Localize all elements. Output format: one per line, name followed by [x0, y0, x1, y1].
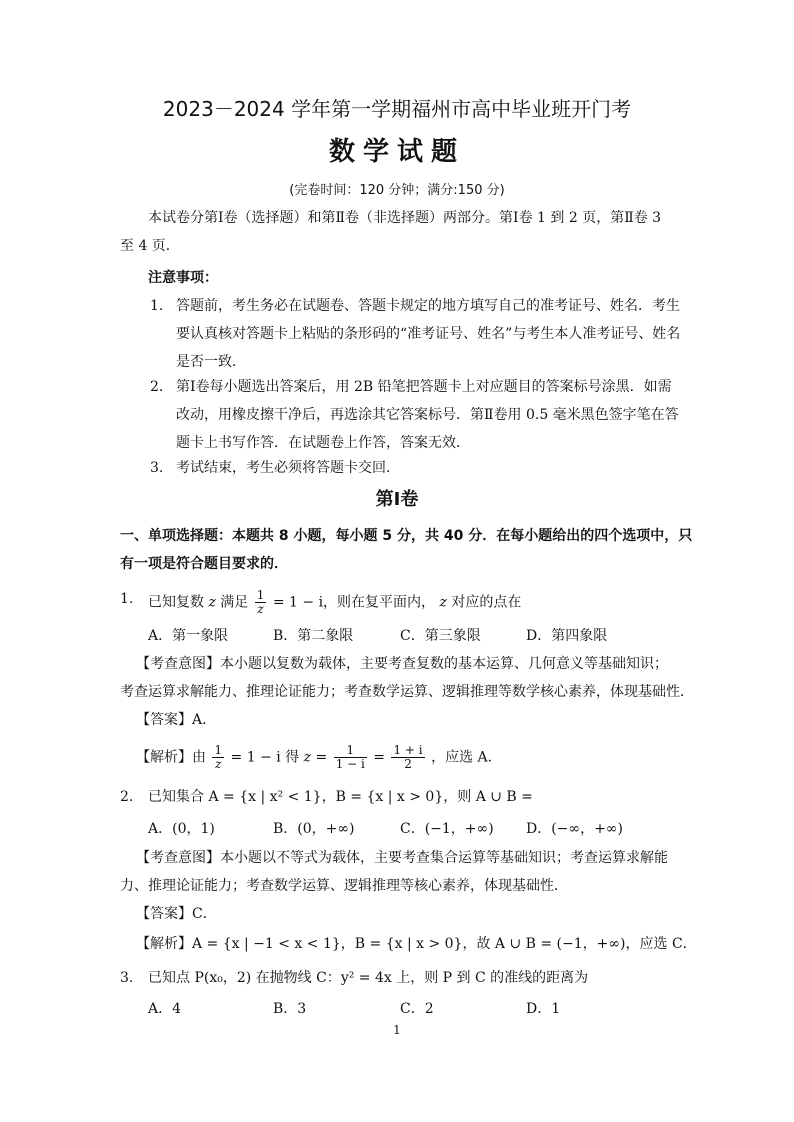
part-heading-line-2: 有一项是符合题目要求的． — [120, 556, 288, 572]
part-heading-line-1: 一、单项选择题：本题共 8 小题，每小题 5 分，共 40 分．在每小题给出的四个选项中，只 — [120, 528, 693, 544]
q3-option-d: D．1 — [526, 1001, 561, 1017]
q1-intent-line-1: 【考查意图】本小题以复数为载体，主要考查复数的基本运算、几何意义等基础知识； — [136, 656, 668, 672]
notice-num-3: 3. — [150, 460, 164, 476]
q1-solution: 【解析】由 $\frac{1}{z}$ = 1 − i 得 z = $\frac{1}{1 - i}$ = $\frac{1 + i}{2}$ ，应选 A． — [136, 743, 502, 771]
q3-option-b: B．3 — [273, 1001, 307, 1017]
intro-line-2: 至 4 页． — [120, 238, 180, 254]
q3-stem: 已知点 P(x₀，2) 在抛物线 C：y² = 4x 上，则 P 到 C 的准线的距离为 — [148, 970, 589, 986]
time-info: (完卷时间：120 分钟；满分:150 分) — [289, 183, 505, 198]
notice-num-1: 1. — [150, 298, 164, 314]
notice-item-1: 答题前，考生务必在试题卷、答题卡规定的地方填写自己的准考证号、姓名．考生要认真核对答题卡上粘贴的条形码的“准考证号、姓名”与考生本人准考证号、姓名是否一致． — [176, 298, 681, 370]
q1-option-b: B．第二象限 — [273, 628, 354, 644]
q2-number: 2. — [120, 789, 134, 805]
q2-option-c: C．(−1，+∞) — [400, 821, 494, 837]
q2-solution: 【解析】A = {x | −1 < x < 1}，B = {x | x > 0}，故 A ∪ B = (−1，+∞)，应选 C． — [136, 936, 697, 952]
q3-option-c: C．2 — [400, 1001, 434, 1017]
intro-line-1: 本试卷分第Ⅰ卷（选择题）和第Ⅱ卷（非选择题）两部分。第Ⅰ卷 1 到 2 页，第Ⅱ卷 3 — [148, 210, 662, 226]
q3-option-a: A．4 — [148, 1001, 182, 1017]
notice-num-2: 2. — [150, 379, 164, 395]
subject-title: 数学试题 — [328, 137, 465, 167]
notice-heading: 注意事项： — [148, 270, 218, 286]
q2-option-d: D．(−∞，+∞) — [526, 821, 623, 837]
q2-intent-line-1: 【考查意图】本小题以不等式为载体，主要考查集合运算等基础知识；考查运算求解能 — [136, 850, 668, 866]
section-title: 第Ⅰ卷 — [375, 489, 419, 510]
q2-answer: 【答案】C． — [136, 906, 217, 922]
q2-stem: 已知集合 A = {x | x² < 1}，B = {x | x > 0}，则 A ∪ B = — [148, 789, 533, 805]
q2-option-a: A．(0，1) — [148, 821, 215, 837]
q3-number: 3. — [120, 970, 134, 986]
q1-intent-line-2: 考查运算求解能力、推理论证能力；考查数学运算、逻辑推理等数学核心素养，体现基础性． — [120, 684, 694, 700]
q1-answer: 【答案】A． — [136, 712, 217, 728]
page-number: 1 — [393, 1023, 401, 1037]
q1-option-c: C．第三象限 — [400, 628, 481, 644]
notice-item-2: 第Ⅰ卷每小题选出答案后，用 2B 铅笔把答题卡上对应题目的答案标号涂黑．如需改动，用橡皮擦干净后，再选涂其它答案标号．第Ⅱ卷用 0.5 毫米黑色签字笔在答题卡上书写作答．在试题卷上作答，答案无效． — [176, 379, 679, 451]
q1-stem: 已知复数 z 满足 $\frac{1}{z}$ = 1 − i，则在复平面内， z 对应的点在 — [148, 588, 522, 616]
q1-option-d: D．第四象限 — [526, 628, 608, 644]
q1-fraction: $\frac{1}{z}$ — [256, 588, 265, 616]
q2-option-b: B．(0，+∞) — [273, 821, 355, 837]
q1-option-a: A．第一象限 — [148, 628, 229, 644]
q2-intent-line-2: 力、推理论证能力；考查数学运算、逻辑推理等核心素养，体现基础性． — [120, 878, 568, 894]
q1-number: 1. — [120, 591, 134, 607]
notice-item-3: 考试结束，考生必须将答题卡交回． — [176, 460, 400, 476]
exam-title: 2023－2024 学年第一学期福州市高中毕业班开门考 — [162, 97, 632, 121]
